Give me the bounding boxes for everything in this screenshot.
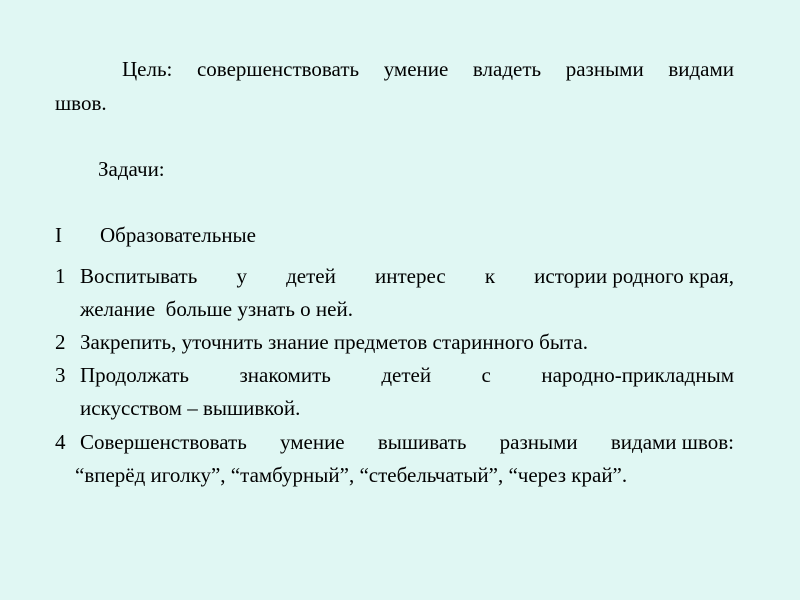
item-1-line-1 xyxy=(80,266,734,287)
item-word: детей xyxy=(286,264,336,288)
goal-word: владеть xyxy=(472,57,542,81)
goal-word: Цель: xyxy=(122,57,173,81)
item-word: вышивать xyxy=(377,430,467,454)
item-4-line-1 xyxy=(80,432,734,453)
item-word: народно-прикладным xyxy=(541,363,734,387)
item-number: 3 xyxy=(55,363,66,387)
item-word: интерес xyxy=(375,264,446,288)
goal-word: видами xyxy=(668,57,734,81)
item-word: Воспитывать xyxy=(80,264,198,288)
item-number: 4 xyxy=(55,430,66,454)
item-2-line-1: Закрепить, уточнить знание предметов старинного быта. xyxy=(80,330,588,354)
item-word: Продолжать xyxy=(80,363,189,387)
goal-word: разными xyxy=(565,57,644,81)
item-word: разными xyxy=(499,430,578,454)
item-word: видами швов: xyxy=(610,430,734,454)
section-number: I xyxy=(55,223,62,247)
goal-line-2: швов. xyxy=(55,91,107,115)
item-1-line-2: желание больше узнать о ней. xyxy=(80,297,353,321)
goal-word: совершенствовать xyxy=(196,57,360,81)
item-number: 2 xyxy=(55,330,66,354)
goal-word: умение xyxy=(383,57,449,81)
tasks-heading: Задачи: xyxy=(98,157,165,181)
item-3-line-1 xyxy=(80,365,734,386)
item-word: детей xyxy=(381,363,432,387)
item-word: истории родного края, xyxy=(534,264,734,288)
item-4-line-2: “вперёд иголку”, “тамбурный”, “стебельчатый”, “через край”. xyxy=(75,463,628,487)
item-word: с xyxy=(481,363,491,387)
item-word: к xyxy=(484,264,496,288)
section-title: Образовательные xyxy=(100,223,256,247)
item-word: у xyxy=(236,264,247,288)
item-number: 1 xyxy=(55,264,66,288)
item-3-line-2: искусством – вышивкой. xyxy=(80,396,301,420)
goal-line-1 xyxy=(122,59,734,80)
item-word: знакомить xyxy=(239,363,331,387)
item-word: умение xyxy=(280,430,345,454)
item-word: Совершенствовать xyxy=(80,430,247,454)
